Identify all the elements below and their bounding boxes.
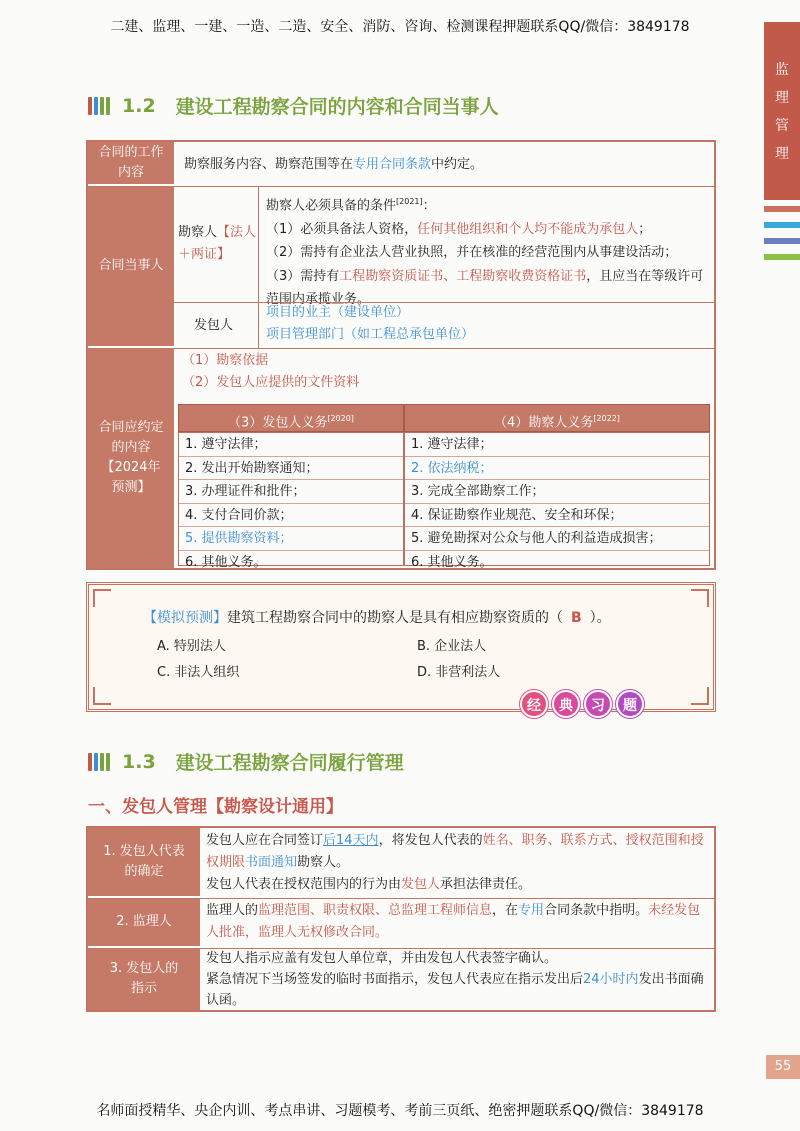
kancharen-conditions: 勘察人必须具备的条件[2021]： （1）必须具备法人资格，任何其他组织和个人均不能成为承包人； （2）需持有企业法人营业执照，并在核准的经营范围内从事建设活动； （3）需持有工程勘察资质证书、工程勘察收费资格证书，且应当在等级许可范围内承揽业务。 xyxy=(266,197,704,308)
bars-icon xyxy=(88,97,112,115)
section-title-1-2 xyxy=(88,92,499,119)
bars-icon xyxy=(88,753,112,771)
section-number: 1.3 xyxy=(122,750,156,773)
option-d: D. 非营利法人 xyxy=(417,665,501,680)
option-c: C. 非法人组织 xyxy=(157,665,240,680)
badge-char: 经 xyxy=(520,690,548,718)
contract-content-table xyxy=(86,140,716,570)
list-item: 1. 遵守法律； xyxy=(179,433,403,457)
option-b: B. 企业法人 xyxy=(417,639,487,654)
row-label-agreed-content: 合同应约定 的内容 【2024年 预测】 xyxy=(88,348,174,568)
kancharen-label: 勘察人【法人＋两证】 xyxy=(178,225,257,262)
instructions-text: 发包人指示应盖有发包人单位章，并由发包人代表签字确认。 紧急情况下当场签发的临时书面指示，发包人代表应在指示发出后24小时内发出书面确认函。 xyxy=(206,951,704,1008)
employer-duties-list xyxy=(178,432,404,570)
row-label-instructions: 3. 发包人的 指示 xyxy=(88,948,200,1010)
footer-banner: 名师面授精华、央企内训、考点串讲、习题模考、考前三页纸、绝密押题联系QQ/微信：3849178 xyxy=(96,1103,704,1119)
surveyor-duties-header: （4）勘察人义务[2022] xyxy=(404,404,710,432)
practice-question: 【模拟预测】建筑工程勘察合同中的勘察人是具有相应勘察资质的（ B ）。 xyxy=(143,610,611,626)
side-tab-char: 理 xyxy=(775,90,789,106)
header-banner: 二建、监理、一建、一造、二造、安全、消防、咨询、检测课程押题联系QQ/微信：3849178 xyxy=(110,19,690,35)
list-item: 3. 完成全部勘察工作； xyxy=(405,480,709,504)
employer-duties-header: （3）发包人义务[2020] xyxy=(178,404,404,432)
option-a: A. 特别法人 xyxy=(157,639,226,654)
badge-char: 题 xyxy=(616,690,644,718)
classic-exercise-badge xyxy=(520,690,648,718)
agreed-items: （1）勘察依据 （2）发包人应提供的文件资料 xyxy=(182,353,360,390)
row-label-parties: 合同当事人 xyxy=(88,186,174,348)
surveyor-duties-list xyxy=(404,432,710,570)
badge-char: 典 xyxy=(552,690,580,718)
list-item: 2. 依法纳税； xyxy=(405,457,709,481)
side-tab-char: 理 xyxy=(775,146,789,162)
list-item: 4. 支付合同价款； xyxy=(179,504,403,528)
list-item: 4. 保证勘察作业规范、安全和环保； xyxy=(405,504,709,528)
list-item: 5. 提供勘察资料； xyxy=(179,527,403,551)
fabaoren-list: 项目的业主（建设单位） 项目管理部门（如工程总承包单位） xyxy=(266,305,475,342)
section-number: 1.2 xyxy=(122,94,156,117)
list-item: 2. 发出开始勘察通知； xyxy=(179,457,403,481)
chapter-side-tab xyxy=(764,22,800,200)
section-heading: 建设工程勘察合同的内容和合同当事人 xyxy=(175,96,499,118)
section-title-1-3 xyxy=(88,748,404,775)
row-label-representative: 1. 发包人代表 的确定 xyxy=(88,828,200,898)
side-tab-char: 管 xyxy=(775,118,789,134)
section-heading: 建设工程勘察合同履行管理 xyxy=(175,752,404,774)
badge-char: 习 xyxy=(584,690,612,718)
row-label-supervisor: 2. 监理人 xyxy=(88,898,200,948)
work-content-text: 勘察服务内容、勘察范围等在专用合同条款中约定。 xyxy=(184,157,484,172)
representative-text: 发包人应在合同签订后14天内，将发包人代表的姓名、职务、联系方式、授权范围和授权期限书面通知勘察人。 发包人代表在授权范围内的行为由发包人承担法律责任。 xyxy=(206,833,704,892)
fabaoren-label: 发包人 xyxy=(194,318,234,333)
row-label-work-content: 合同的工作内容 xyxy=(88,142,174,186)
supervisor-text: 监理人的监理范围、职责权限、总监理工程师信息，在专用合同条款中指明。未经发包人批准，监理人无权修改合同。 xyxy=(206,903,701,940)
employer-management-table xyxy=(86,826,716,1012)
side-tab-char: 监 xyxy=(775,62,789,78)
page-number: 55 xyxy=(766,1055,800,1079)
side-color-stripes xyxy=(764,206,800,270)
list-item: 3. 办理证件和批件； xyxy=(179,480,403,504)
sub-heading: 一、发包人管理【勘察设计通用】 xyxy=(88,797,343,817)
list-item: 6. 其他义务。 xyxy=(185,554,267,570)
list-item: 5. 避免勘探对公众与他人的利益造成损害； xyxy=(405,527,709,551)
list-item: 1. 遵守法律； xyxy=(405,433,709,457)
list-item: 6. 其他义务。 xyxy=(411,554,493,570)
